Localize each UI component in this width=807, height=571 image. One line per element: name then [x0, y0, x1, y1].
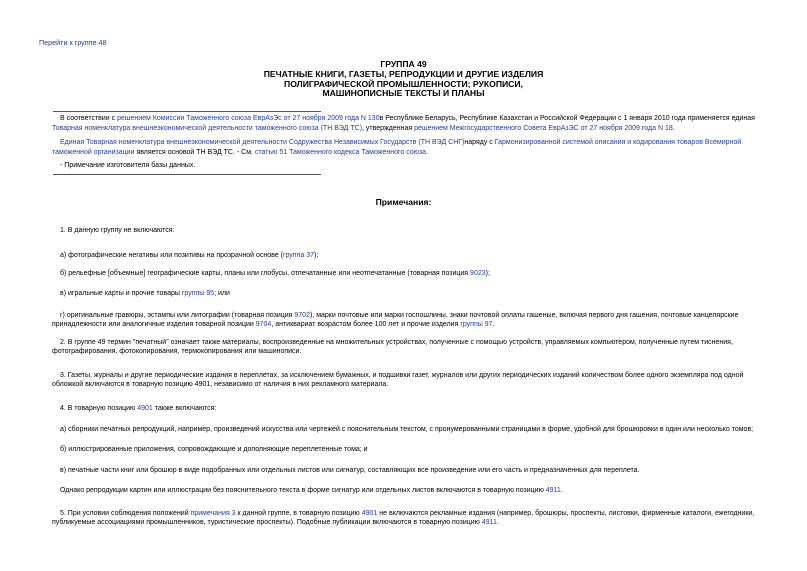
- group-95-link[interactable]: группы 95: [181, 290, 215, 297]
- notes-heading: Примечания:: [375, 197, 432, 207]
- text: );: [485, 270, 490, 277]
- preamble-paragraph-1: [52, 114, 770, 133]
- council-decision-link[interactable]: решением Межгосударственного Совета ЕврАзЭС от 27 ноября 2009 года N 18: [414, 124, 673, 132]
- note-1b: [52, 269, 770, 278]
- text: является основой ТН ВЭД ТС. - См.: [134, 148, 255, 156]
- heading-9023-link[interactable]: 9023: [470, 270, 486, 277]
- text: .: [492, 321, 495, 329]
- note-4a: а) сборники печатных репродукций, например, произведений искусства или чертежей с пояснительным текстом, с пронумерованными страницами в форме, удобной для брошюровки в один или несколько томов;: [60, 426, 754, 433]
- preamble-top-rule: [53, 111, 321, 112]
- note-1c: [52, 289, 770, 298]
- text: в) игральные карты и прочие товары: [60, 290, 182, 297]
- title-line-2: ПЕЧАТНЫЕ КНИГИ, ГАЗЕТЫ, РЕПРОДУКЦИИ И ДРУГИЕ ИЗДЕЛИЯ: [263, 68, 544, 79]
- note-4d: [52, 486, 770, 495]
- heading-4911-link[interactable]: 4911: [545, 487, 561, 494]
- note-4c: в) печатные части книг или брошюр в виде подобранных или отдельных листов или сигнатур, составляющих все произведение или его часть и предназначенных для переплета.: [60, 467, 640, 474]
- text: В соответствии с: [60, 115, 118, 122]
- text: не включаются рекламные издания (например, брошюры, проспекты, листовки, фирменные каталоги, ежегодники, публикуемые ассоциациями промышленников, туристические проспекты). Подобные публикации включаются в товарную позицию: [52, 510, 755, 527]
- text: а) фотографические негативы или позитивы на прозрачной основе (: [60, 252, 283, 259]
- text: ), марки почтовые или марки госпошлины, знаки почтовой оплаты гашеные, включая первого дня гашения, почтовые канцелярские принадлежности или аналогичные изделия товарной позиции: [52, 312, 739, 329]
- tn-ved-sng-link[interactable]: Единая Товарная номенклатура внешнеэкономической деятельности Содружества Независимых Государств (ТН ВЭД СНГ): [60, 139, 465, 146]
- preamble-bottom-rule: [53, 174, 321, 175]
- text: , утвержденная: [362, 124, 415, 132]
- note-3: 3. Газеты, журналы и другие периодические издания в переплетах, за исключением бумажных, и подшивки газет, журналов или других периодических изданий количеством более одного экземпляра под одной обложкой включаются в товарную позицию 4901, независимо от наличия в них рекламного материала.: [52, 372, 744, 389]
- heading-4911-link[interactable]: 4911: [481, 519, 497, 527]
- harmonized-system-link[interactable]: Гармонизированной системой описания и кодирования товаров Всемирной таможенной организации: [52, 139, 742, 156]
- text: ; или: [214, 290, 230, 297]
- text: .: [560, 487, 563, 494]
- text: 4. В товарную позицию: [60, 405, 138, 412]
- commission-decision-link[interactable]: решением Комиссии Таможенного союза ЕврАзЭс от 27 ноября 2009 года N 130: [117, 115, 380, 122]
- note-1: 1. В данную группу не включаются:: [60, 227, 175, 234]
- heading-4901-link[interactable]: 4901: [361, 510, 378, 517]
- note-1d: [52, 311, 770, 330]
- text: б) рельефные [объемные] географические карты, планы или глобусы, отпечатанные или неотпечатанные (товарная позиция: [60, 270, 471, 277]
- heading-9702-link[interactable]: 9702: [294, 312, 310, 319]
- note-4: [52, 404, 770, 413]
- customs-code-article-link[interactable]: статью 51 Таможенного кодекса Таможенного союза: [254, 148, 427, 156]
- db-maker-note: - Примечание изготовителя базы данных.: [60, 162, 196, 169]
- text: также включаются:: [152, 405, 217, 412]
- note-4b: б) иллюстрированные приложения, сопровождающие и дополняющие переплетенные тома; и: [60, 446, 368, 453]
- title-line-1: ГРУППА 49: [380, 59, 427, 69]
- text: , антиквариат возрастом более 100 лет и прочие изделия: [271, 321, 461, 329]
- text: 5. При условии соблюдения положений: [60, 510, 191, 517]
- note-3-link[interactable]: примечания 3: [190, 510, 236, 517]
- heading-4901-link[interactable]: 4901: [137, 405, 153, 412]
- text: к данной группе, в товарную позицию: [235, 510, 362, 517]
- text: г) оригинальные гравюры, эстампы или литографии (товарная позиция: [60, 312, 295, 319]
- text: .: [426, 148, 429, 156]
- preamble-paragraph-3: [52, 161, 770, 171]
- text: );: [313, 252, 319, 259]
- text: .: [496, 519, 499, 527]
- text: в Республике Беларусь, Республике Казахстан и Российской Федерации с 1 января 2010 года применяется единая: [379, 115, 755, 122]
- back-to-group-48-link[interactable]: Перейти к группе 48: [39, 38, 107, 47]
- note-5: [52, 509, 770, 528]
- text: наряду с: [464, 139, 495, 146]
- text: .: [672, 124, 675, 132]
- text: Однако репродукции картин или иллюстрации без пояснительного текста в форме сигнатур или отдельных листов включаются в товарную позицию: [60, 487, 546, 494]
- group-97-link[interactable]: группы 97: [460, 321, 493, 329]
- note-1a: [52, 251, 770, 260]
- group-37-link[interactable]: группа 37: [282, 252, 314, 259]
- note-2: 2. В группе 49 термин "печатный" означает также материалы, воспроизведенные на множительных устройствах, полученные с помощью устройств, управляемых компьютером, полученные путем тиснения, фотографирования, фотокопирования, термокопирования или машинописи.: [52, 339, 733, 356]
- preamble-paragraph-2: [52, 138, 770, 157]
- title-line-4: МАШИНОПИСНЫЕ ТЕКСТЫ И ПЛАНЫ: [322, 88, 485, 99]
- heading-9704-link[interactable]: 9704: [255, 321, 272, 329]
- title-line-3: ПОЛИГРАФИЧЕСКОЙ ПРОМЫШЛЕННОСТИ; РУКОПИСИ,: [284, 78, 523, 89]
- page-title: [0, 60, 807, 99]
- tn-ved-ts-link[interactable]: Товарная номенклатура внешнеэкономической деятельности таможенного союза (ТН ВЭД ТС): [52, 124, 363, 132]
